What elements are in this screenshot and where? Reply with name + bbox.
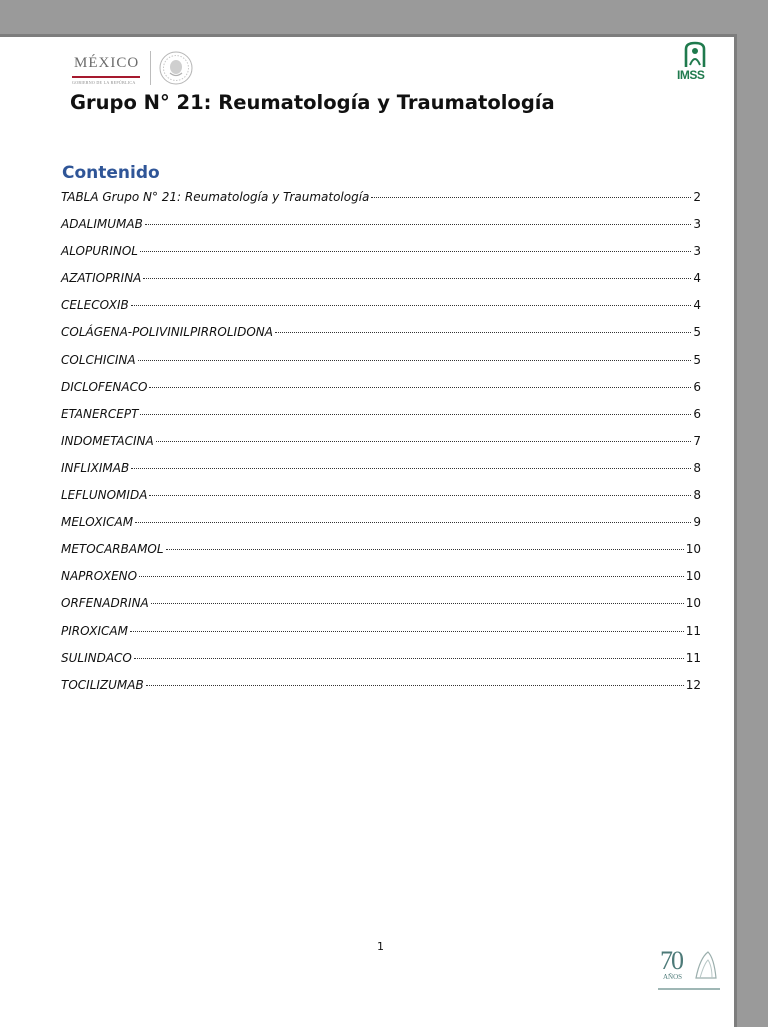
- toc-entry[interactable]: [61, 678, 701, 705]
- toc-heading: Contenido: [62, 163, 160, 183]
- mexico-logo-text: MÉXICO: [74, 55, 140, 71]
- toc-entry-label: PIROXICAM: [61, 623, 128, 638]
- toc-entry-label: INFLIXIMAB: [61, 460, 130, 475]
- page-number: 1: [377, 940, 384, 953]
- toc-entry-page: 6: [693, 379, 701, 394]
- toc-entry[interactable]: [61, 569, 701, 596]
- toc-entry-label: MELOXICAM: [61, 515, 134, 530]
- toc-entry[interactable]: [61, 651, 701, 678]
- toc-entry-page: 8: [693, 460, 701, 475]
- toc-entry-label: DICLOFENACO: [61, 379, 148, 394]
- toc-entry-page: 8: [693, 488, 701, 503]
- toc-entry-page: 2: [693, 190, 701, 204]
- toc-entry-page: 3: [693, 217, 701, 232]
- toc-dot-leader: [130, 631, 684, 632]
- toc-entry[interactable]: [61, 624, 701, 651]
- toc-entry-label: NAPROXENO: [61, 569, 138, 584]
- toc-entry[interactable]: [61, 407, 701, 434]
- toc-entry-page: 9: [693, 515, 701, 530]
- toc-entry[interactable]: [61, 244, 701, 271]
- mexico-logo-subtitle: GOBIERNO DE LA REPÚBLICA: [72, 80, 136, 85]
- toc-entry-label: ADALIMUMAB: [61, 217, 143, 232]
- toc-dot-leader: [138, 360, 692, 361]
- toc-entry[interactable]: [61, 380, 701, 407]
- document-title: Grupo N° 21: Reumatología y Traumatología: [70, 91, 555, 114]
- anniversary-logo-word: AÑOS: [663, 973, 683, 981]
- table-of-contents: [61, 190, 701, 705]
- toc-entry-page: 4: [693, 298, 701, 313]
- toc-entry-page: 10: [685, 542, 701, 557]
- toc-dot-leader: [140, 414, 691, 415]
- imss-emblem-icon: [677, 41, 713, 69]
- toc-dot-leader: [139, 576, 684, 577]
- toc-dot-leader: [275, 332, 691, 333]
- anniversary-figure-icon: [692, 948, 720, 982]
- national-seal-icon: [159, 51, 193, 85]
- toc-entry-page: 6: [693, 406, 701, 421]
- toc-entry-page: 4: [693, 271, 701, 286]
- toc-entry[interactable]: [61, 515, 701, 542]
- toc-dot-leader: [151, 603, 684, 604]
- toc-dot-leader: [131, 305, 692, 306]
- toc-dot-leader: [131, 468, 691, 469]
- toc-entry[interactable]: [61, 353, 701, 380]
- toc-dot-leader: [135, 522, 691, 523]
- document-page: [0, 34, 737, 1027]
- imss-logo-text: IMSS: [677, 68, 705, 82]
- toc-dot-leader: [145, 224, 692, 225]
- toc-dot-leader: [156, 441, 692, 442]
- toc-entry-label: TOCILIZUMAB: [61, 677, 144, 692]
- toc-dot-leader: [140, 251, 691, 252]
- toc-entry[interactable]: [61, 217, 701, 244]
- toc-entry-page: 5: [693, 325, 701, 340]
- toc-entry[interactable]: [61, 434, 701, 461]
- toc-entry-page: 3: [693, 244, 701, 259]
- toc-dot-leader: [149, 495, 691, 496]
- toc-entry-page: 11: [685, 650, 701, 665]
- toc-entry[interactable]: [61, 325, 701, 352]
- toc-entry-page: 12: [685, 677, 701, 692]
- toc-entry-label: ETANERCEPT: [61, 406, 139, 421]
- toc-entry[interactable]: [61, 488, 701, 515]
- toc-entry[interactable]: [61, 298, 701, 325]
- toc-entry-page: 5: [693, 352, 701, 367]
- mexico-logo-underline: [72, 76, 140, 78]
- toc-entry-label: ORFENADRINA: [61, 596, 149, 611]
- toc-entry[interactable]: [61, 190, 701, 217]
- toc-entry-page: 11: [685, 623, 701, 638]
- toc-entry-label: LEFLUNOMIDA: [61, 488, 148, 503]
- toc-entry-page: 7: [693, 433, 701, 448]
- toc-dot-leader: [166, 549, 684, 550]
- toc-entry-label: SULINDACO: [61, 650, 132, 665]
- logo-separator: [150, 51, 151, 85]
- mexico-government-logo: [70, 47, 200, 89]
- anniversary-logo-number: 70: [660, 946, 682, 975]
- toc-entry-label: AZATIOPRINA: [61, 271, 142, 286]
- toc-entry-page: 10: [685, 596, 701, 611]
- toc-entry-label: CELECOXIB: [61, 298, 129, 313]
- toc-entry[interactable]: [61, 542, 701, 569]
- toc-entry-label: COLCHICINA: [61, 352, 136, 367]
- anniversary-70-logo: [656, 944, 724, 994]
- toc-entry-label: INDOMETACINA: [61, 433, 154, 448]
- toc-entry-label: TABLA Grupo N° 21: Reumatología y Traumatología: [61, 190, 370, 204]
- toc-entry-page: 10: [685, 569, 701, 584]
- toc-dot-leader: [134, 658, 684, 659]
- imss-logo: [676, 41, 714, 85]
- toc-dot-leader: [143, 278, 691, 279]
- toc-entry[interactable]: [61, 271, 701, 298]
- toc-dot-leader: [149, 387, 691, 388]
- toc-entry-label: METOCARBAMOL: [61, 542, 164, 557]
- toc-entry-label: ALOPURINOL: [61, 244, 138, 259]
- toc-entry[interactable]: [61, 461, 701, 488]
- toc-dot-leader: [371, 197, 691, 198]
- toc-entry-label: COLÁGENA-POLIVINILPIRROLIDONA: [61, 325, 273, 340]
- anniversary-logo-caption-line: [658, 988, 720, 990]
- toc-dot-leader: [146, 685, 684, 686]
- toc-entry[interactable]: [61, 596, 701, 623]
